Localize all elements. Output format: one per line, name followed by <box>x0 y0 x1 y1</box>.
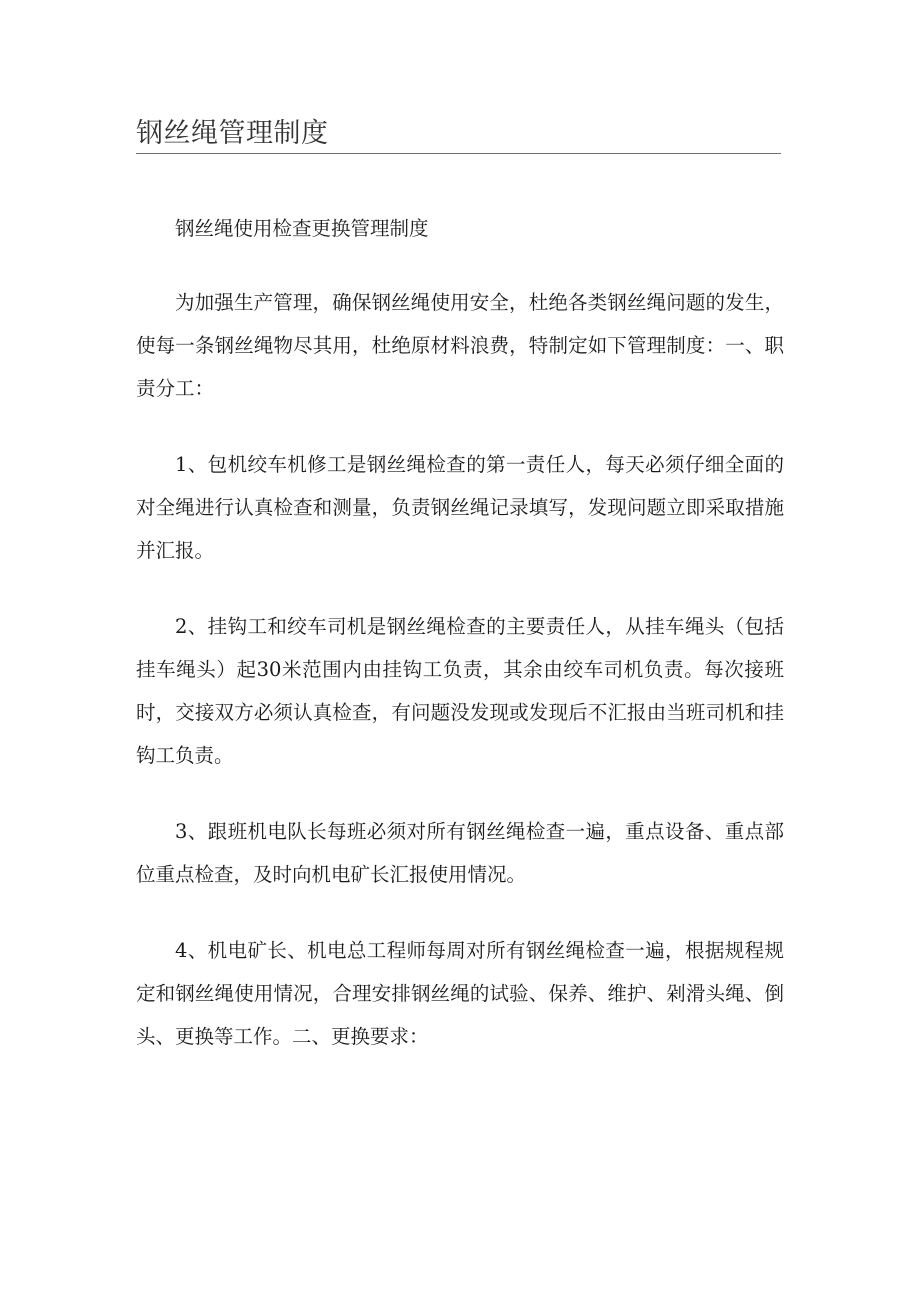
paragraph-item-4: 4、机电矿长、机电总工程师每周对所有钢丝绳检查一遍，根据规程规定和钢丝绳使用情况，合理安排钢丝绳的试验、保养、维护、剁滑头绳、倒头、更换等工作。二、更换要求： <box>136 939 784 1048</box>
paragraph-intro: 为加强生产管理，确保钢丝绳使用安全，杜绝各类钢丝绳问题的发生，使每一条钢丝绳物尽其用，杜绝原材料浪费，特制定如下管理制度：一、职责分工： <box>136 291 784 400</box>
paragraph-item-3: 3、跟班机电队长每班必须对所有钢丝绳检查一遍，重点设备、重点部位重点检查，及时向机电矿长汇报使用情况。 <box>136 820 784 886</box>
document-body <box>136 207 784 1091</box>
document-title: 钢丝绳管理制度 <box>136 118 329 149</box>
title-underline <box>136 153 781 154</box>
section-heading: 钢丝绳使用检查更换管理制度 <box>175 217 429 240</box>
paragraph-item-2: 2、挂钩工和绞车司机是钢丝绳检查的主要责任人，从挂车绳头（包括挂车绳头）起30米范围内由挂钩工负责，其余由绞车司机负责。每次接班时，交接双方必须认真检查，有问题没发现或发现后不汇报由当班司机和挂钩工负责。 <box>136 615 784 767</box>
paragraph-item-1: 1、包机绞车机修工是钢丝绳检查的第一责任人，每天必须仔细全面的对全绳进行认真检查和测量，负责钢丝绳记录填写，发现问题立即采取措施并汇报。 <box>136 453 784 562</box>
